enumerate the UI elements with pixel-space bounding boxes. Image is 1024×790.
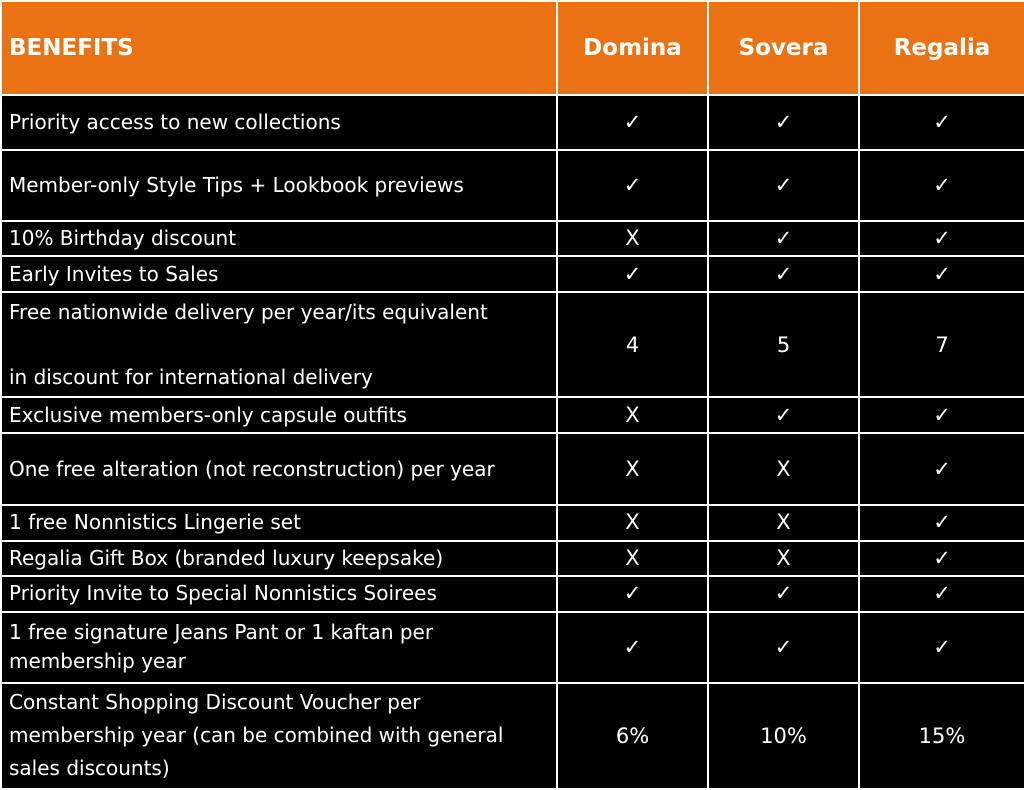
regalia-value: ✓ bbox=[859, 541, 1024, 576]
benefit-name bbox=[1, 612, 557, 683]
sovera-value: ✓ bbox=[708, 150, 859, 221]
table-row bbox=[1, 505, 1024, 541]
benefit-name: Priority Invite to Special Nonnistics Soirees bbox=[1, 576, 557, 612]
domina-value: X bbox=[557, 221, 708, 256]
regalia-value: ✓ bbox=[859, 612, 1024, 683]
table-row bbox=[1, 612, 1024, 683]
domina-value: 6% bbox=[557, 683, 708, 789]
domina-value: X bbox=[557, 505, 708, 541]
table-row bbox=[1, 433, 1024, 504]
header-tier-domina: Domina bbox=[557, 1, 708, 95]
benefit-line: in discount for international delivery bbox=[9, 364, 373, 389]
header-tier-regalia: Regalia bbox=[859, 1, 1024, 95]
benefit-name: Early Invites to Sales bbox=[1, 256, 557, 292]
domina-value: X bbox=[557, 541, 708, 576]
table-row bbox=[1, 256, 1024, 292]
domina-value: 4 bbox=[557, 292, 708, 397]
header-row bbox=[1, 1, 1024, 95]
benefit-name bbox=[1, 683, 557, 789]
benefit-name: 10% Birthday discount bbox=[1, 221, 557, 256]
benefit-name bbox=[1, 292, 557, 397]
header-tier-sovera: Sovera bbox=[708, 1, 859, 95]
sovera-value: ✓ bbox=[708, 576, 859, 612]
table-row bbox=[1, 221, 1024, 256]
regalia-value: ✓ bbox=[859, 150, 1024, 221]
regalia-value: ✓ bbox=[859, 433, 1024, 504]
sovera-value: X bbox=[708, 433, 859, 504]
regalia-value: ✓ bbox=[859, 505, 1024, 541]
domina-value: X bbox=[557, 397, 708, 433]
regalia-value: ✓ bbox=[859, 221, 1024, 256]
benefit-line: 1 free signature Jeans Pant or 1 kaftan per bbox=[9, 620, 434, 645]
regalia-value: 15% bbox=[859, 683, 1024, 789]
benefit-name: Regalia Gift Box (branded luxury keepsake) bbox=[1, 541, 557, 576]
table-row bbox=[1, 292, 1024, 397]
benefit-line: membership year (can be combined with general bbox=[9, 723, 504, 748]
table-row bbox=[1, 683, 1024, 789]
regalia-value: ✓ bbox=[859, 576, 1024, 612]
table-row bbox=[1, 150, 1024, 221]
benefit-name: Exclusive members-only capsule outfits bbox=[1, 397, 557, 433]
domina-value: ✓ bbox=[557, 150, 708, 221]
domina-value: ✓ bbox=[557, 256, 708, 292]
benefit-line: Free nationwide delivery per year/its equivalent bbox=[9, 299, 488, 324]
benefit-line: membership year bbox=[9, 649, 186, 674]
domina-value: ✓ bbox=[557, 612, 708, 683]
table-row bbox=[1, 397, 1024, 433]
benefit-name: Priority access to new collections bbox=[1, 95, 557, 150]
table-row bbox=[1, 541, 1024, 576]
domina-value: X bbox=[557, 433, 708, 504]
sovera-value: X bbox=[708, 505, 859, 541]
sovera-value: X bbox=[708, 541, 859, 576]
sovera-value: ✓ bbox=[708, 256, 859, 292]
sovera-value: ✓ bbox=[708, 221, 859, 256]
sovera-value: ✓ bbox=[708, 95, 859, 150]
regalia-value: ✓ bbox=[859, 397, 1024, 433]
domina-value: ✓ bbox=[557, 95, 708, 150]
regalia-value: ✓ bbox=[859, 256, 1024, 292]
benefit-line: Constant Shopping Discount Voucher per bbox=[9, 690, 421, 715]
regalia-value: 7 bbox=[859, 292, 1024, 397]
line-gap bbox=[9, 328, 549, 362]
domina-value: ✓ bbox=[557, 576, 708, 612]
benefit-name: One free alteration (not reconstruction) per year bbox=[1, 433, 557, 504]
regalia-value: ✓ bbox=[859, 95, 1024, 150]
sovera-value: 10% bbox=[708, 683, 859, 789]
benefit-name: Member-only Style Tips + Lookbook previews bbox=[1, 150, 557, 221]
sovera-value: 5 bbox=[708, 292, 859, 397]
benefit-name: 1 free Nonnistics Lingerie set bbox=[1, 505, 557, 541]
sovera-value: ✓ bbox=[708, 612, 859, 683]
benefit-line: sales discounts) bbox=[9, 756, 170, 781]
table-row bbox=[1, 95, 1024, 150]
header-benefits: BENEFITS bbox=[1, 1, 557, 95]
table-row bbox=[1, 576, 1024, 612]
sovera-value: ✓ bbox=[708, 397, 859, 433]
